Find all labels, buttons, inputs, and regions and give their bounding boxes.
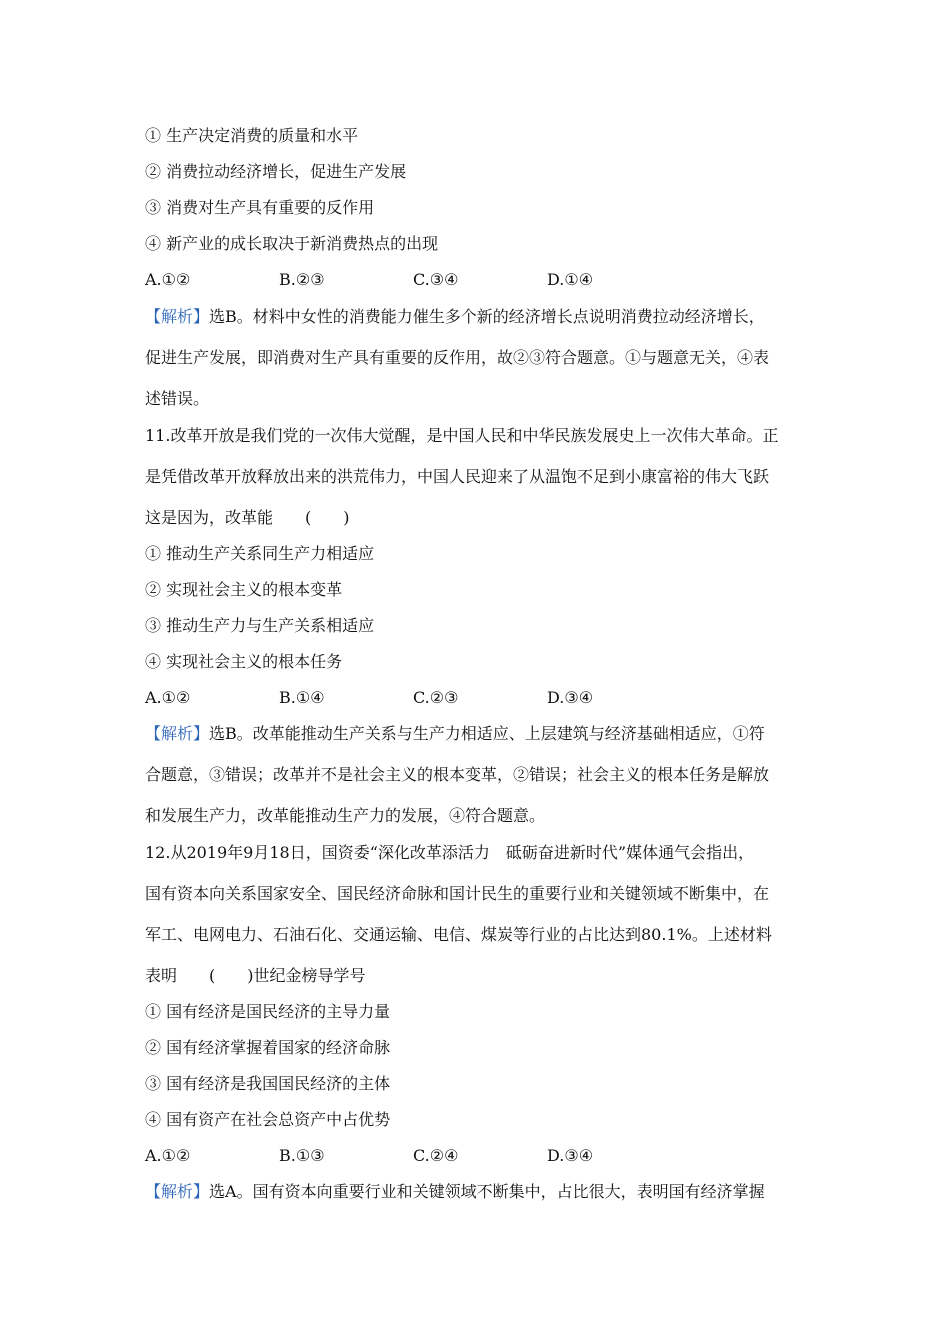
q11-option-1: ① 推动生产关系同生产力相适应 (145, 544, 375, 563)
q11-analysis-tag: 【解析】 (145, 724, 210, 743)
q12-analysis-tag: 【解析】 (145, 1182, 210, 1201)
q12-stem-line-1: 12.从2019年9月18日，国资委“深化改革添活力 砥砺奋进新时代”媒体通气会指出， (145, 843, 755, 862)
q11-stem-line-1: 11.改革开放是我们党的一次伟大觉醒，是中国人民和中华民族发展史上一次伟大革命。正 (145, 426, 779, 445)
q11-choices (145, 687, 681, 709)
q10-option-3: ③ 消费对生产具有重要的反作用 (145, 198, 375, 217)
q10-analysis-line-1 (145, 306, 765, 328)
q12-option-2: ② 国有经济掌握着国家的经济命脉 (145, 1038, 391, 1057)
q11-option-3: ③ 推动生产力与生产关系相适应 (145, 616, 375, 635)
q11-option-4: ④ 实现社会主义的根本任务 (145, 652, 343, 671)
q11-stem-line-2: 是凭借改革开放释放出来的洪荒伟力，中国人民迎来了从温饱不足到小康富裕的伟大飞跃 (145, 467, 770, 486)
q10-analysis-text-1: 选B。材料中女性的消费能力催生多个新的经济增长点说明消费拉动经济增长， (209, 307, 765, 326)
q10-choices (145, 269, 681, 291)
q11-analysis-line-1 (145, 723, 765, 745)
q10-choice-a: A.①② (145, 270, 191, 289)
q11-stem-line-3: 这是因为，改革能 ( ) (145, 508, 350, 527)
q11-analysis-text-1: 选B。改革能推动生产关系与生产力相适应、上层建筑与经济基础相适应，①符 (209, 724, 765, 743)
q10-choice-d: D.①④ (547, 270, 594, 289)
q11-choice-b: B.①④ (279, 688, 325, 707)
q10-analysis-line-2: 促进生产发展，即消费对生产具有重要的反作用，故②③符合题意。①与题意无关，④表 (145, 348, 770, 367)
q11-choice-c: C.②③ (413, 688, 459, 707)
q11-choice-d: D.③④ (547, 688, 594, 707)
q12-choice-d: D.③④ (547, 1146, 594, 1165)
q10-choice-c: C.③④ (413, 270, 459, 289)
q12-choice-a: A.①② (145, 1146, 191, 1165)
q10-option-2: ② 消费拉动经济增长，促进生产发展 (145, 162, 407, 181)
q11-option-2: ② 实现社会主义的根本变革 (145, 580, 343, 599)
q12-stem-line-3: 军工、电网电力、石油石化、交通运输、电信、煤炭等行业的占比达到80.1%。上述材料 (145, 925, 772, 944)
q11-analysis-line-2: 合题意，③错误；改革并不是社会主义的根本变革，②错误；社会主义的根本任务是解放 (145, 765, 770, 784)
q10-option-4: ④ 新产业的成长取决于新消费热点的出现 (145, 234, 439, 253)
q12-stem-line-2: 国有资本向关系国家安全、国民经济命脉和国计民生的重要行业和关键领域不断集中，在 (145, 884, 770, 903)
q12-choice-b: B.①③ (279, 1146, 325, 1165)
q11-choice-a: A.①② (145, 688, 191, 707)
q10-analysis-tag: 【解析】 (145, 307, 210, 326)
q10-choice-b: B.②③ (279, 270, 325, 289)
q12-analysis-line-1 (145, 1181, 765, 1203)
q12-choices (145, 1145, 681, 1167)
q11-analysis-line-3: 和发展生产力，改革能推动生产力的发展，④符合题意。 (145, 806, 546, 825)
q10-option-1: ① 生产决定消费的质量和水平 (145, 126, 359, 145)
q12-option-3: ③ 国有经济是我国国民经济的主体 (145, 1074, 391, 1093)
q12-analysis-text-1: 选A。国有资本向重要行业和关键领域不断集中，占比很大，表明国有经济掌握 (209, 1182, 765, 1201)
q12-option-4: ④ 国有资产在社会总资产中占优势 (145, 1110, 391, 1129)
q12-choice-c: C.②④ (413, 1146, 459, 1165)
q10-analysis-line-3: 述错误。 (145, 389, 210, 408)
q12-stem-line-4: 表明 ( )世纪金榜导学号 (145, 966, 366, 985)
q12-option-1: ① 国有经济是国民经济的主导力量 (145, 1002, 391, 1021)
